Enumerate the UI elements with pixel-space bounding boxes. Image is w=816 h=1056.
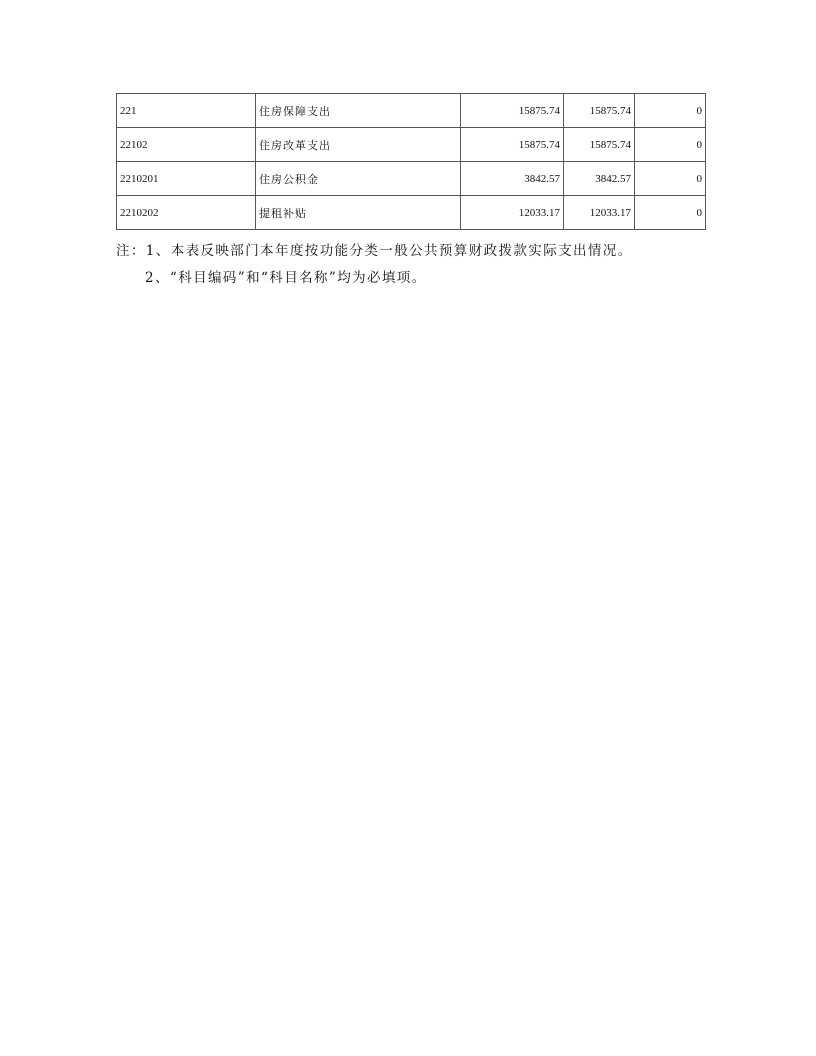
subject-code-cell: 2210202: [117, 196, 256, 230]
total-cell: 12033.17: [461, 196, 564, 230]
project-cell: 0: [635, 162, 706, 196]
total-cell: 15875.74: [461, 94, 564, 128]
table-row: [117, 94, 706, 128]
expenditure-table: [116, 93, 706, 230]
table-row: [117, 196, 706, 230]
table-row: [117, 128, 706, 162]
project-cell: 0: [635, 94, 706, 128]
subject-name-cell: 住房保障支出: [256, 94, 461, 128]
table-note-2: 2、“科目编码”和“科目名称”均为必填项。: [145, 270, 427, 286]
subject-code-cell: 22102: [117, 128, 256, 162]
total-cell: 3842.57: [461, 162, 564, 196]
project-cell: 0: [635, 196, 706, 230]
basic-cell: 15875.74: [564, 94, 635, 128]
subject-name-cell: 住房公积金: [256, 162, 461, 196]
basic-cell: 12033.17: [564, 196, 635, 230]
subject-name-cell: 住房改革支出: [256, 128, 461, 162]
subject-name-cell: 提租补贴: [256, 196, 461, 230]
table-note-1: 注：1、本表反映部门本年度按功能分类一般公共预算财政拨款实际支出情况。: [116, 243, 633, 259]
basic-cell: 3842.57: [564, 162, 635, 196]
subject-code-cell: 2210201: [117, 162, 256, 196]
total-cell: 15875.74: [461, 128, 564, 162]
table-row: [117, 162, 706, 196]
project-cell: 0: [635, 128, 706, 162]
subject-code-cell: 221: [117, 94, 256, 128]
basic-cell: 15875.74: [564, 128, 635, 162]
